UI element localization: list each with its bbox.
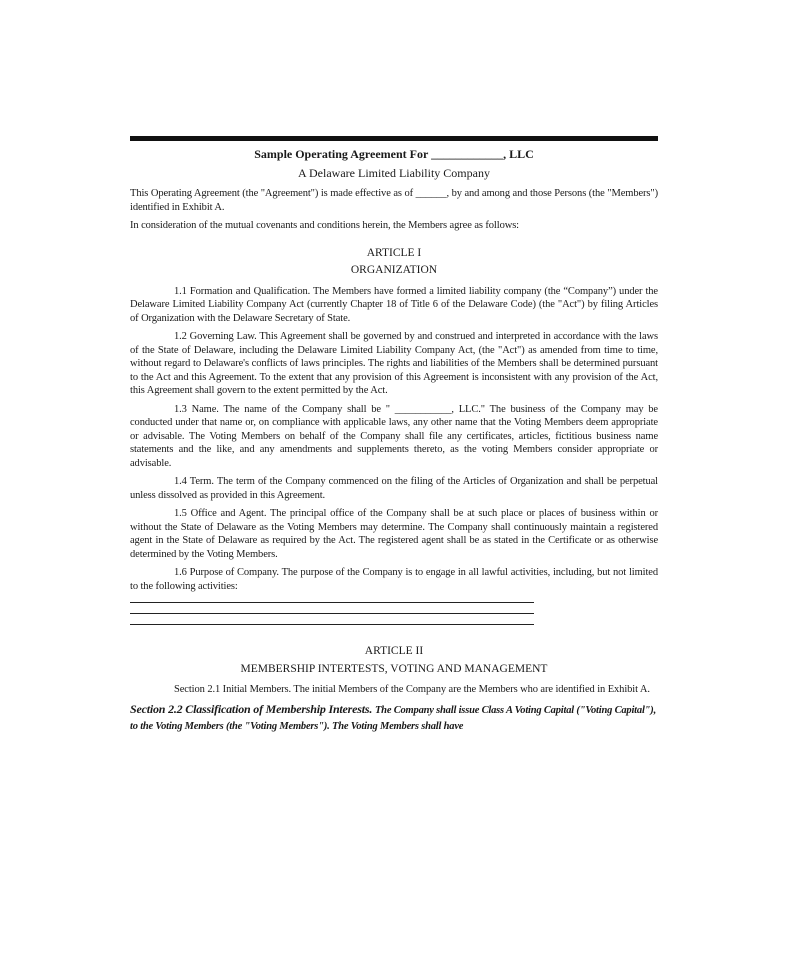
section-1-2: 1.2 Governing Law. This Agreement shall be governed by and construed and interpreted in accordance with the laws of the State of Delaware, including the Delaware Limited Liability Company Act, (the "Act") as amended from time to time, without regard to Delaware's conflicts of laws principles. The rights and liabilities of the Members shall be determined pursuant to the Act and this Agreement. To the extent that any provision of this Agreement is inconsistent with any provision of the Act, this Agreement shall govern to the extent permitted by the Act. [130,331,658,396]
section-1-5: 1.5 Office and Agent. The principal office of the Company shall be at such place or places of business within or without the State of Delaware as the Voting Members may determine. The Company shall continuously maintain a registered agent in the State of Delaware as required by the Act. The registered agent shall be as stated in the Certificate or as otherwise determined by the Voting Members. [130,508,658,560]
section-1-1: 1.1 Formation and Qualification. The Members have formed a limited liability company (the “Company”) under the Delaware Limited Liability Company Act (currently Chapter 18 of Title 6 of the Delaware Code) (the "Act") by filing Articles of Organization with the Delaware Secretary of State. [130,285,658,324]
section-1-6: 1.6 Purpose of Company. The purpose of the Company is to engage in all lawful activities, including, but not limited to the following activities: [130,567,658,592]
article-2-subheading: MEMBERSHIP INTERTESTS, VOTING AND MANAGEMENT [240,662,548,675]
section-2-2-text: The Company shall issue Class A Voting Capital ("Voting Capital"), to the Voting Members (the "Voting Members"). The Voting Members shall have [130,704,657,732]
article-2-heading: ARTICLE II [364,645,424,657]
section-1-3: 1.3 Name. The name of the Company shall be " ___________, LLC." The business of the Company may be conducted under that name or, on compliance with applicable laws, any other name that the Voting Members deem appropriate or advisable. The Voting Members on behalf of the Company shall file any certificates, articles, fictitious business name statements and the like, and any amendments and supplements thereto, as the voting Members consider appropriate or advisable. [130,403,658,469]
section-1-4: 1.4 Term. The term of the Company commenced on the filing of the Articles of Organization and shall be perpetual unless dissolved as provided in this Agreement. [130,476,658,501]
top-rule [130,136,658,141]
document-title: Sample Operating Agreement For ____________, LLC [254,147,534,161]
blank-line [130,602,534,603]
consideration-paragraph: In consideration of the mutual covenants and conditions herein, the Members agree as follows: [130,220,520,231]
activities-blank-lines [130,602,534,625]
article-1-heading: ARTICLE I [366,246,422,259]
intro-paragraph: This Operating Agreement (the "Agreement") is made effective as of ______, by and among and those Persons (the "Members") identified in Exhibit A. [130,188,658,213]
document-subtitle: A Delaware Limited Liability Company [298,165,490,180]
blank-line [130,613,534,614]
article-1-subheading: ORGANIZATION [350,264,438,276]
section-2-1: Section 2.1 Initial Members. The initial Members of the Company are the Members who are identified in Exhibit A. [174,684,650,695]
document-body [130,146,658,734]
blank-line [130,624,534,625]
section-2-2-lead: Section 2.2 Classification of Membership Interests. [130,701,373,716]
section-2-2 [130,702,658,734]
